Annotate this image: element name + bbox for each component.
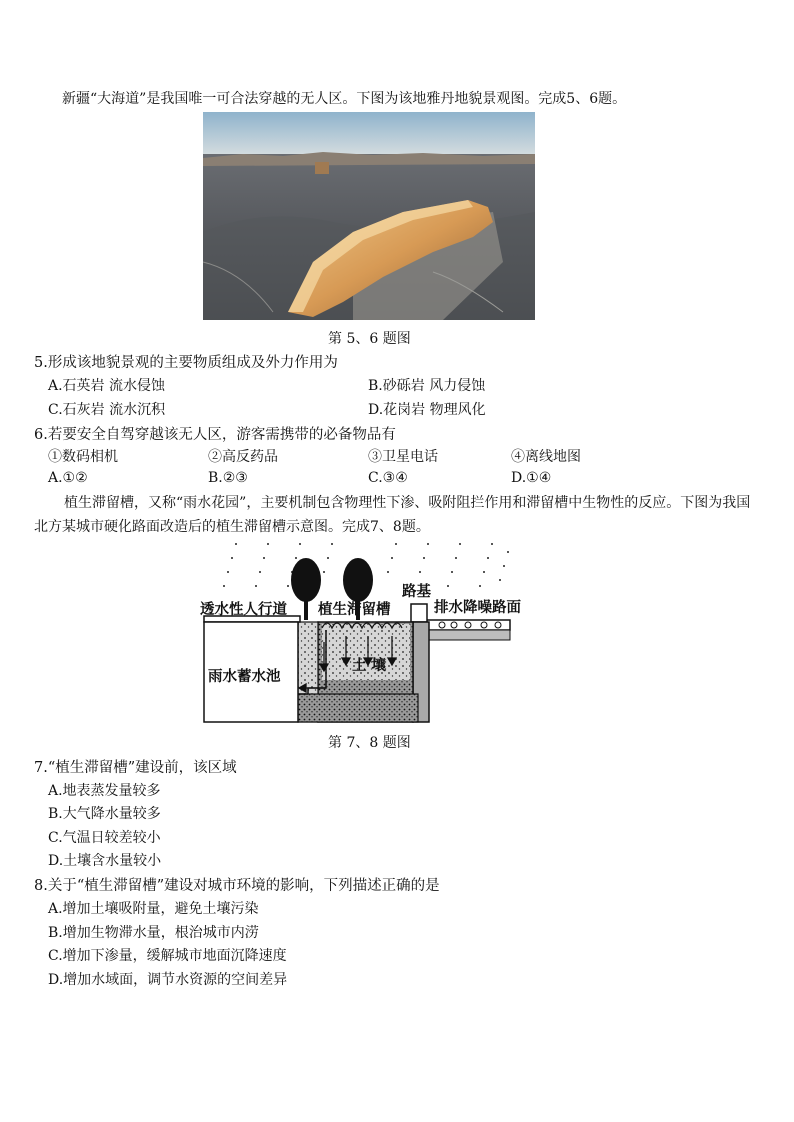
q6-option-c: C.③④ [368, 470, 408, 486]
q6-option-b: B.②③ [208, 470, 248, 486]
label-sidewalk: 透水性人行道 [200, 602, 287, 618]
q5-option-c: C.石灰岩 流水沉积 [48, 402, 166, 418]
q6-item-2: ②高反药品 [208, 449, 278, 465]
section2-paragraph: 植生滞留槽，又称“雨水花园”，主要机制包含物理性下渗、吸附阻拦作用和滞留槽中生物性的反应。下图为我国北方某城市硬化路面改造后的植生滞留槽示意图。完成7、8题。 [34, 495, 751, 535]
q8-option-d: D.增加水域面，调节水资源的空间差异 [48, 972, 288, 988]
tree-icon [291, 558, 321, 620]
label-bioretention: 植生滞留槽 [318, 602, 391, 618]
q6-item-3: ③卫星电话 [368, 449, 438, 465]
label-soil: 土 壤 [352, 658, 387, 674]
q7-option-d: D.土壤含水量较小 [48, 853, 162, 869]
yardang-landform-photo [203, 112, 535, 320]
section1-intro: 新疆“大海道”是我国唯一可合法穿越的无人区。下图为该地雅丹地貌景观图。完成5、6题。 [62, 91, 627, 107]
q5-option-a: A.石英岩 流水侵蚀 [48, 378, 166, 394]
q6-item-1: ①数码相机 [48, 449, 118, 465]
q7-option-c: C.气温日较差较小 [48, 830, 161, 846]
q6-item-4: ④离线地图 [511, 449, 581, 465]
q7-stem: 7.“植生滞留槽”建设前，该区域 [34, 760, 237, 776]
diagram-caption: 第 7、8 题图 [328, 735, 411, 751]
photo-caption: 第 5、6 题图 [328, 331, 411, 347]
label-road: 排水降噪路面 [434, 600, 521, 616]
bioretention-diagram [198, 538, 548, 728]
q6-stem: 6.若要安全自驾穿越该无人区，游客需携带的必备物品有 [34, 427, 396, 443]
q6-option-a: A.①② [48, 470, 88, 486]
label-roadbed: 路基 [402, 584, 431, 600]
q5-option-b: B.砂砾岩 风力侵蚀 [368, 378, 486, 394]
q5-option-d: D.花岗岩 物理风化 [368, 402, 486, 418]
q8-stem: 8.关于“植生滞留槽”建设对城市环境的影响，下列描述正确的是 [34, 878, 440, 894]
q7-option-a: A.地表蒸发量较多 [48, 783, 161, 799]
label-tank: 雨水蓄水池 [208, 669, 281, 685]
q8-option-c: C.增加下渗量，缓解城市地面沉降速度 [48, 948, 287, 964]
q8-option-b: B.增加生物滞水量，根治城市内涝 [48, 925, 259, 941]
q5-stem: 5.形成该地貌景观的主要物质组成及外力作用为 [34, 355, 338, 371]
q6-option-d: D.①④ [511, 470, 552, 486]
q7-option-b: B.大气降水量较多 [48, 806, 161, 822]
q8-option-a: A.增加土壤吸附量，避免土壤污染 [48, 901, 259, 917]
